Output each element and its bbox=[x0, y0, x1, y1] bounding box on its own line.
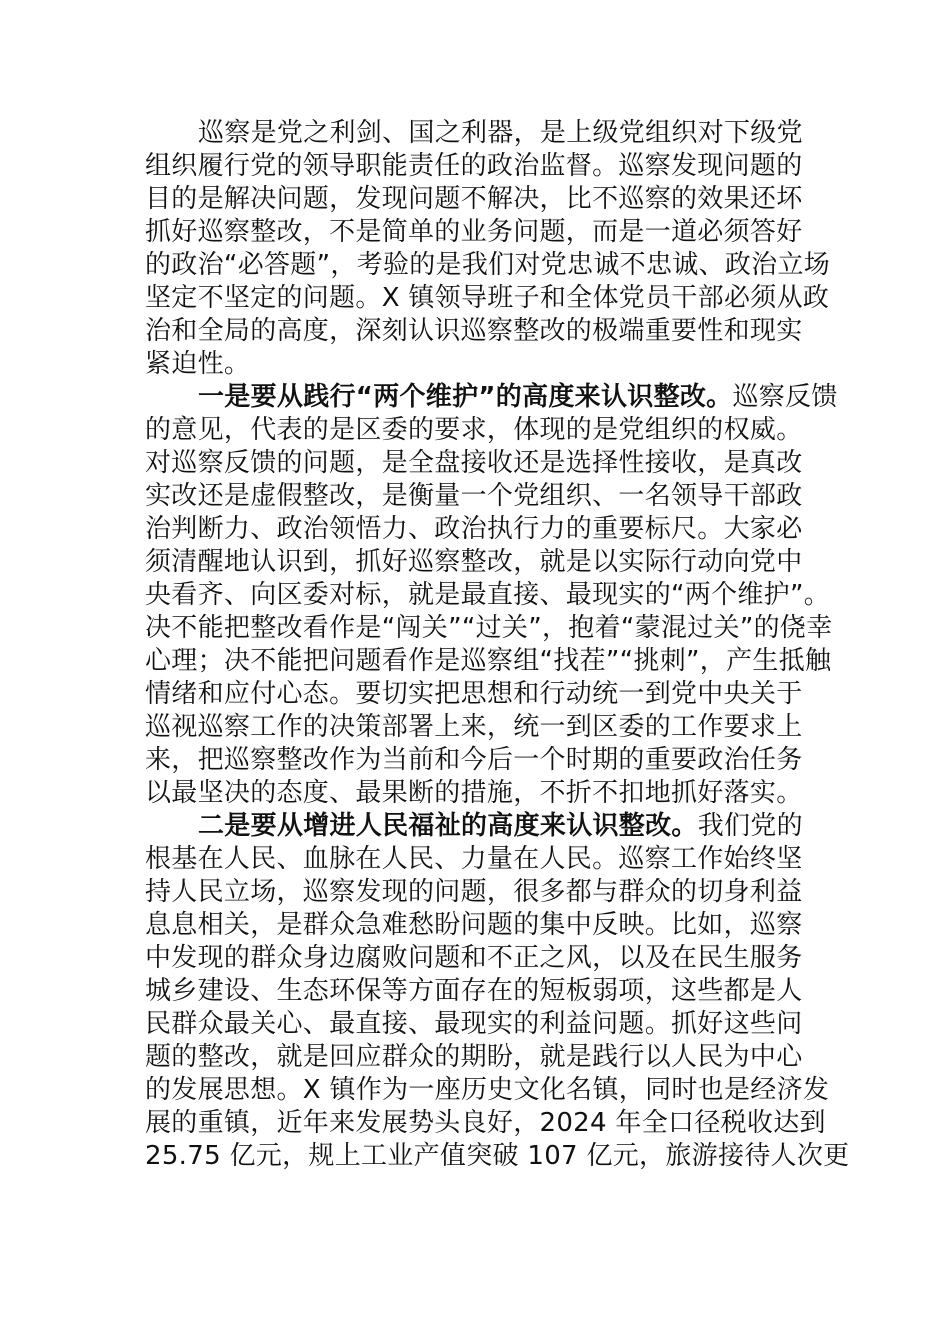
point-one-heading: 一是要从践行“两个维护”的高度来认识整改。 bbox=[198, 382, 733, 412]
text-line: 巡视巡察工作的决策部署上来，统一到区委的工作要求上 bbox=[145, 712, 803, 742]
text-line: 根基在人民、血脉在人民、力量在人民。巡察工作始终坚 bbox=[145, 844, 803, 874]
text-line: 题的整改，就是回应群众的期盼，就是践行以人民为中心 bbox=[145, 1042, 803, 1072]
text-line: 实改还是虚假整改，是衡量一个党组织、一名领导干部政 bbox=[145, 481, 803, 511]
text-line: 25.75 亿元，规上工业产值突破 107 亿元，旅游接待人次更 bbox=[145, 1141, 850, 1171]
point-two-heading: 二是要从增进人民福祉的高度来认识整改。 bbox=[198, 811, 698, 841]
text-line: 治和全局的高度，深刻认识巡察整改的极端重要性和现实 bbox=[145, 316, 803, 346]
text-line: 的发展思想。X 镇作为一座历史文化名镇，同时也是经济发 bbox=[145, 1075, 830, 1105]
text-line: 中发现的群众身边腐败问题和不正之风，以及在民生服务 bbox=[145, 943, 803, 973]
text-line: 坚定不坚定的问题。X 镇领导班子和全体党员干部必须从政 bbox=[145, 283, 830, 313]
text-line: 持人民立场，巡察发现的问题，很多都与群众的切身利益 bbox=[145, 877, 803, 907]
document-page bbox=[145, 117, 850, 1173]
text-line: 决不能把整改看作是“闯关”“过关”，抱着“蒙混过关”的侥幸 bbox=[145, 613, 833, 643]
text-line: 情绪和应付心态。要切实把思想和行动统一到党中央关于 bbox=[145, 679, 803, 709]
text-line: 以最坚决的态度、最果断的措施，不折不扣地抓好落实。 bbox=[145, 778, 803, 808]
heading-line bbox=[145, 810, 810, 843]
text-line: 巡察是党之利剑、国之利器，是上级党组织对下级党 bbox=[198, 118, 803, 148]
text-line: 治判断力、政治领悟力、政治执行力的重要标尺。大家必 bbox=[145, 514, 803, 544]
text-line: 心理；决不能把问题看作是巡察组“找茬”“挑刺”，产生抵触 bbox=[145, 646, 832, 676]
intro-paragraph bbox=[145, 117, 831, 381]
text-line: 紧迫性。 bbox=[145, 349, 251, 379]
text-line: 的政治“必答题”，考验的是我们对党忠诚不忠诚、政治立场 bbox=[145, 250, 831, 280]
text-line: 城乡建设、生态环保等方面存在的短板弱项，这些都是人 bbox=[145, 976, 803, 1006]
text-line: 须清醒地认识到，抓好巡察整改，就是以实际行动向党中 bbox=[145, 547, 803, 577]
text-line: 息息相关，是群众急难愁盼问题的集中反映。比如，巡察 bbox=[145, 910, 803, 940]
text-line: 央看齐、向区委对标，就是最直接、最现实的“两个维护”。 bbox=[145, 580, 831, 610]
text-line: 的意见，代表的是区委的要求，体现的是党组织的权威。 bbox=[145, 415, 803, 445]
text-run: 巡察反馈 bbox=[732, 382, 838, 412]
point-one-paragraph bbox=[145, 381, 838, 810]
heading-line bbox=[145, 381, 838, 414]
text-line: 目的是解决问题，发现问题不解决，比不巡察的效果还坏 bbox=[145, 184, 803, 214]
text-run: 我们党的 bbox=[697, 811, 803, 841]
text-line: 组织履行党的领导职能责任的政治监督。巡察发现问题的 bbox=[145, 151, 803, 181]
text-line: 对巡察反馈的问题，是全盘接收还是选择性接收，是真改 bbox=[145, 448, 803, 478]
point-two-paragraph bbox=[145, 810, 850, 1173]
text-line: 民群众最关心、最直接、最现实的利益问题。抓好这些问 bbox=[145, 1009, 803, 1039]
text-line: 展的重镇，近年来发展势头良好，2024 年全口径税收达到 bbox=[145, 1108, 826, 1138]
text-line: 来，把巡察整改作为当前和今后一个时期的重要政治任务 bbox=[145, 745, 803, 775]
text-line: 抓好巡察整改，不是简单的业务问题，而是一道必须答好 bbox=[145, 217, 803, 247]
